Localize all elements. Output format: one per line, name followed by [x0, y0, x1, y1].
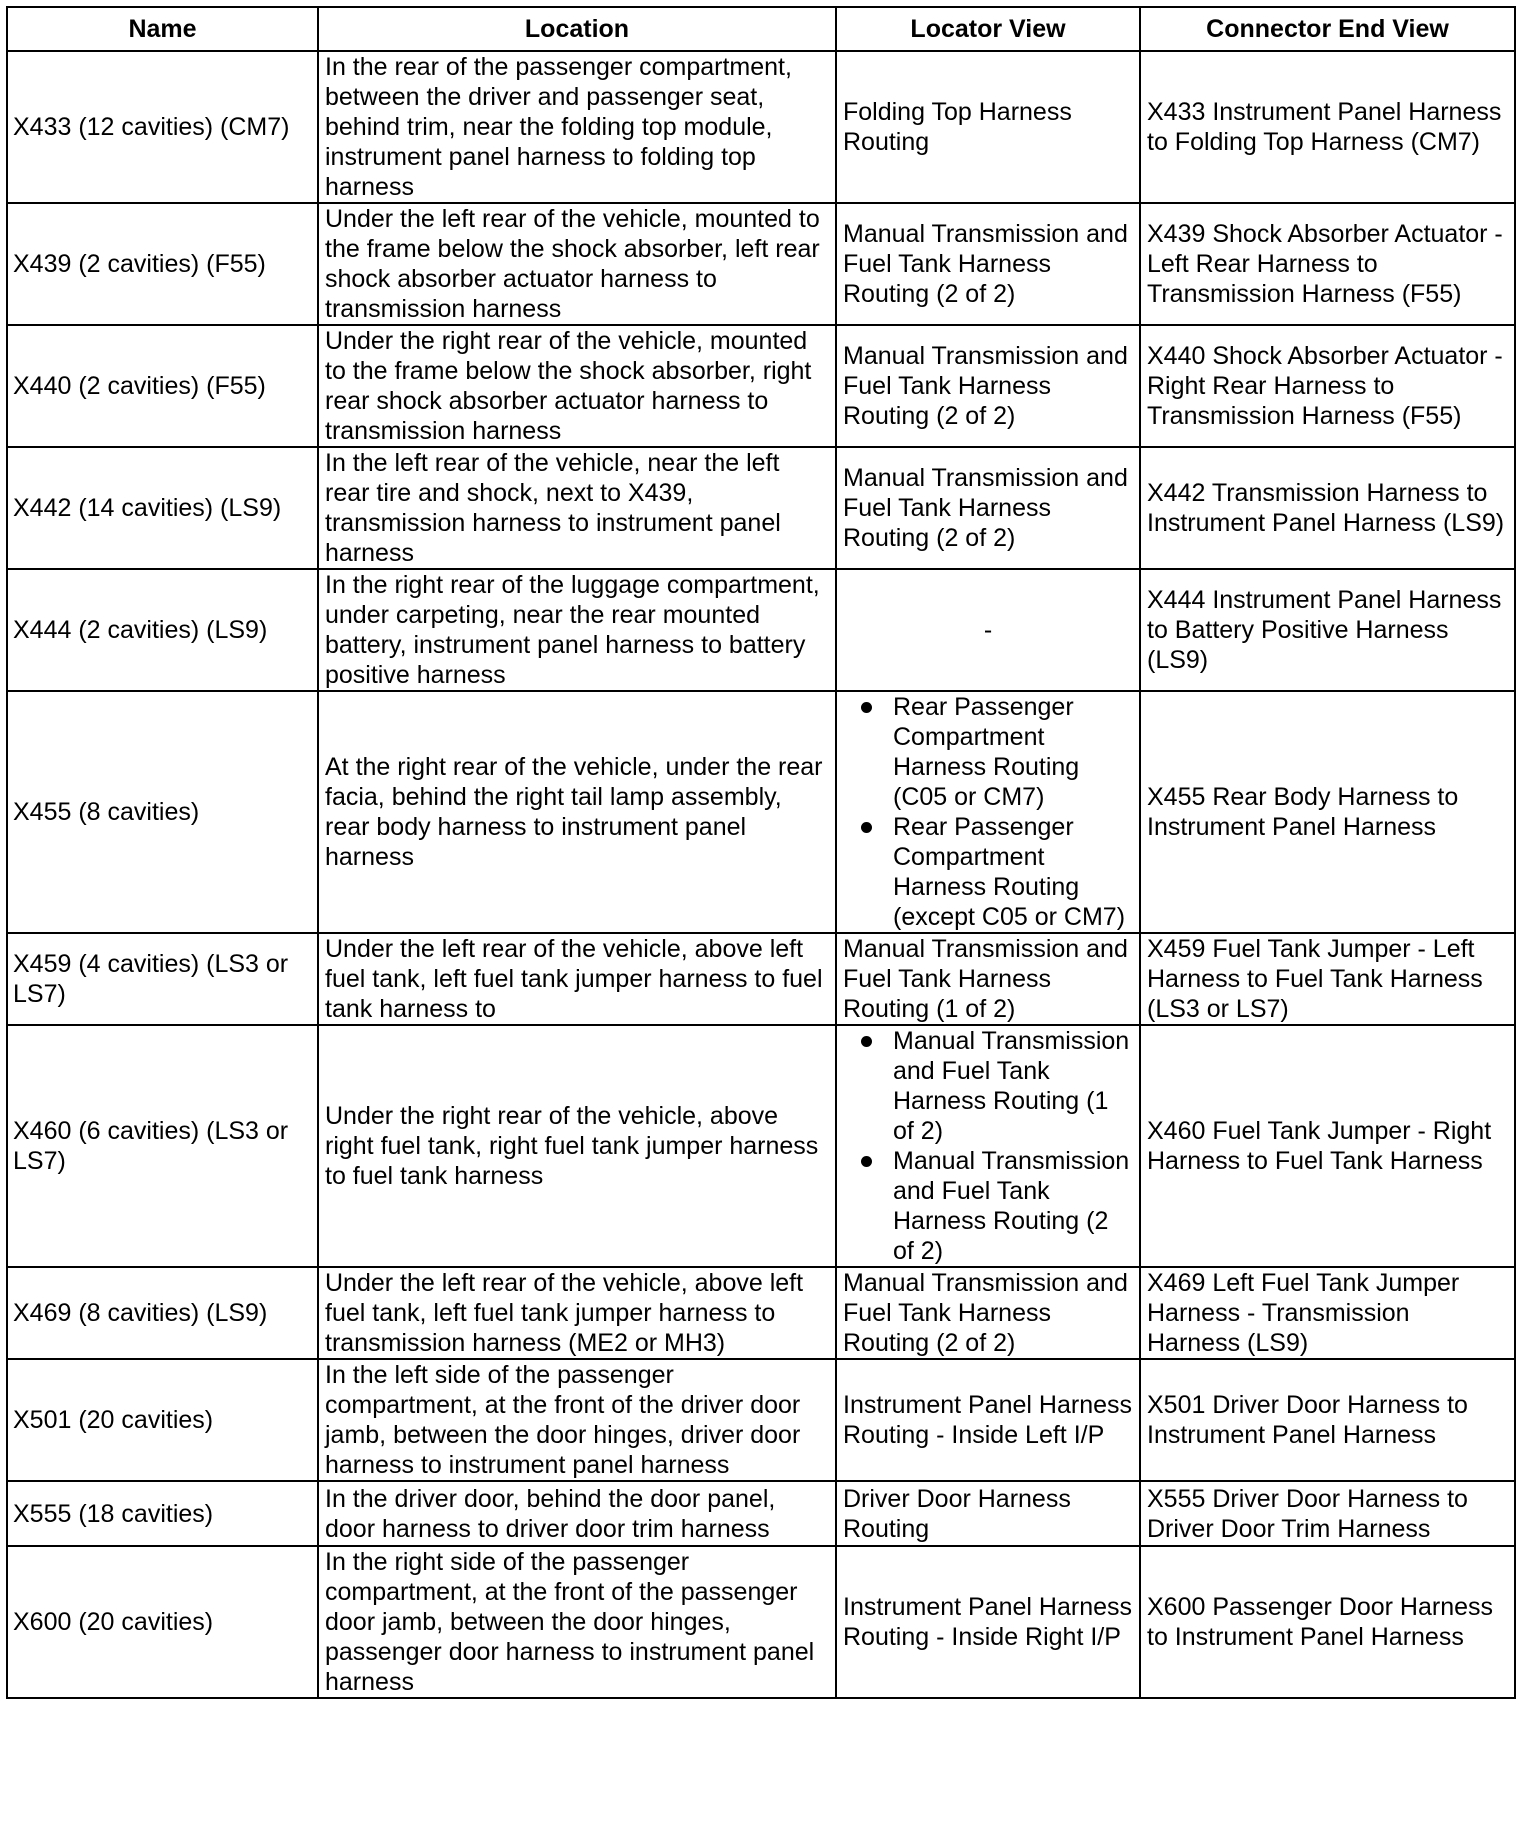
cell-name: X459 (4 cavities) (LS3 or LS7)	[7, 933, 318, 1025]
cell-connector-end-view: X600 Passenger Door Harness to Instrument Panel Harness	[1140, 1546, 1515, 1698]
table-row	[7, 1267, 1515, 1359]
cell-locator-view: Instrument Panel Harness Routing - Inside Left I/P	[836, 1359, 1140, 1481]
cell-connector-end-view: X442 Transmission Harness to Instrument Panel Harness (LS9)	[1140, 447, 1515, 569]
locator-list-item-text: Manual Transmission and Fuel Tank Harness Routing (2 of 2)	[893, 1147, 1130, 1265]
table-row	[7, 1359, 1515, 1481]
cell-name: X439 (2 cavities) (F55)	[7, 203, 318, 325]
cell-name: X444 (2 cavities) (LS9)	[7, 569, 318, 691]
locator-list	[843, 692, 1133, 932]
locator-list-item-text: Rear Passenger Compartment Harness Routing (except C05 or CM7)	[893, 813, 1126, 931]
cell-locator-view: Manual Transmission and Fuel Tank Harness Routing (2 of 2)	[836, 203, 1140, 325]
bullet-icon	[861, 702, 872, 713]
cell-locator-view: Manual Transmission and Fuel Tank Harness Routing (2 of 2)	[836, 1267, 1140, 1359]
locator-list-item	[843, 692, 1133, 812]
cell-location: Under the left rear of the vehicle, mounted to the frame below the shock absorber, left rear shock absorber actuator harness to transmission harness	[318, 203, 836, 325]
cell-locator-view: Manual Transmission and Fuel Tank Harness Routing (2 of 2)	[836, 447, 1140, 569]
header-location: Location	[318, 7, 836, 51]
bullet-icon	[861, 1036, 872, 1047]
cell-locator-view	[836, 1025, 1140, 1267]
bullet-icon	[861, 822, 872, 833]
locator-list	[843, 1026, 1133, 1266]
cell-locator-view: Driver Door Harness Routing	[836, 1481, 1140, 1546]
cell-locator-view: Instrument Panel Harness Routing - Inside Right I/P	[836, 1546, 1140, 1698]
cell-name: X469 (8 cavities) (LS9)	[7, 1267, 318, 1359]
cell-location: Under the left rear of the vehicle, above left fuel tank, left fuel tank jumper harness to transmission harness (ME2 or MH3)	[318, 1267, 836, 1359]
cell-location: Under the right rear of the vehicle, mounted to the frame below the shock absorber, right rear shock absorber actuator harness to transmission harness	[318, 325, 836, 447]
cell-location: At the right rear of the vehicle, under the rear facia, behind the right tail lamp assembly, rear body harness to instrument panel harness	[318, 691, 836, 933]
header-name: Name	[7, 7, 318, 51]
table-row	[7, 325, 1515, 447]
table-row	[7, 1546, 1515, 1698]
table-body	[7, 51, 1515, 1698]
cell-location: Under the right rear of the vehicle, above right fuel tank, right fuel tank jumper harness to fuel tank harness	[318, 1025, 836, 1267]
table-row	[7, 691, 1515, 933]
cell-name: X501 (20 cavities)	[7, 1359, 318, 1481]
locator-list-item-text: Manual Transmission and Fuel Tank Harness Routing (1 of 2)	[893, 1027, 1130, 1145]
cell-connector-end-view: X469 Left Fuel Tank Jumper Harness - Transmission Harness (LS9)	[1140, 1267, 1515, 1359]
header-row	[7, 7, 1515, 51]
cell-name: X555 (18 cavities)	[7, 1481, 318, 1546]
cell-location: Under the left rear of the vehicle, above left fuel tank, left fuel tank jumper harness to fuel tank harness to	[318, 933, 836, 1025]
table-row	[7, 569, 1515, 691]
table-row	[7, 203, 1515, 325]
cell-locator-view	[836, 691, 1140, 933]
locator-list-item	[843, 812, 1133, 932]
table-row	[7, 51, 1515, 203]
cell-location: In the rear of the passenger compartment, between the driver and passenger seat, behind trim, near the folding top module, instrument panel harness to folding top harness	[318, 51, 836, 203]
cell-connector-end-view: X439 Shock Absorber Actuator - Left Rear Harness to Transmission Harness (F55)	[1140, 203, 1515, 325]
table-row	[7, 447, 1515, 569]
cell-connector-end-view: X433 Instrument Panel Harness to Folding Top Harness (CM7)	[1140, 51, 1515, 203]
cell-connector-end-view: X555 Driver Door Harness to Driver Door Trim Harness	[1140, 1481, 1515, 1546]
cell-connector-end-view: X455 Rear Body Harness to Instrument Panel Harness	[1140, 691, 1515, 933]
cell-name: X460 (6 cavities) (LS3 or LS7)	[7, 1025, 318, 1267]
cell-location: In the right rear of the luggage compartment, under carpeting, near the rear mounted battery, instrument panel harness to battery positive harness	[318, 569, 836, 691]
cell-locator-view: -	[836, 569, 1140, 691]
cell-connector-end-view: X501 Driver Door Harness to Instrument Panel Harness	[1140, 1359, 1515, 1481]
cell-connector-end-view: X460 Fuel Tank Jumper - Right Harness to Fuel Tank Harness	[1140, 1025, 1515, 1267]
table-row	[7, 1481, 1515, 1546]
cell-name: X600 (20 cavities)	[7, 1546, 318, 1698]
header-connector-end-view: Connector End View	[1140, 7, 1515, 51]
connector-table	[6, 6, 1516, 1699]
cell-name: X442 (14 cavities) (LS9)	[7, 447, 318, 569]
cell-name: X440 (2 cavities) (F55)	[7, 325, 318, 447]
cell-locator-view: Folding Top Harness Routing	[836, 51, 1140, 203]
cell-location: In the right side of the passenger compartment, at the front of the passenger door jamb, between the door hinges, passenger door harness to instrument panel harness	[318, 1546, 836, 1698]
locator-list-item	[843, 1146, 1133, 1266]
cell-name: X433 (12 cavities) (CM7)	[7, 51, 318, 203]
bullet-icon	[861, 1156, 872, 1167]
cell-location: In the left side of the passenger compartment, at the front of the driver door jamb, between the door hinges, driver door harness to instrument panel harness	[318, 1359, 836, 1481]
locator-list-item	[843, 1026, 1133, 1146]
header-locator-view: Locator View	[836, 7, 1140, 51]
cell-connector-end-view: X440 Shock Absorber Actuator - Right Rear Harness to Transmission Harness (F55)	[1140, 325, 1515, 447]
cell-locator-view: Manual Transmission and Fuel Tank Harness Routing (1 of 2)	[836, 933, 1140, 1025]
table-row	[7, 1025, 1515, 1267]
locator-list-item-text: Rear Passenger Compartment Harness Routing (C05 or CM7)	[893, 693, 1080, 811]
cell-location: In the left rear of the vehicle, near the left rear tire and shock, next to X439, transmission harness to instrument panel harness	[318, 447, 836, 569]
cell-connector-end-view: X459 Fuel Tank Jumper - Left Harness to Fuel Tank Harness (LS3 or LS7)	[1140, 933, 1515, 1025]
cell-location: In the driver door, behind the door panel, door harness to driver door trim harness	[318, 1481, 836, 1546]
cell-name: X455 (8 cavities)	[7, 691, 318, 933]
cell-connector-end-view: X444 Instrument Panel Harness to Battery Positive Harness (LS9)	[1140, 569, 1515, 691]
cell-locator-view: Manual Transmission and Fuel Tank Harness Routing (2 of 2)	[836, 325, 1140, 447]
table-row	[7, 933, 1515, 1025]
